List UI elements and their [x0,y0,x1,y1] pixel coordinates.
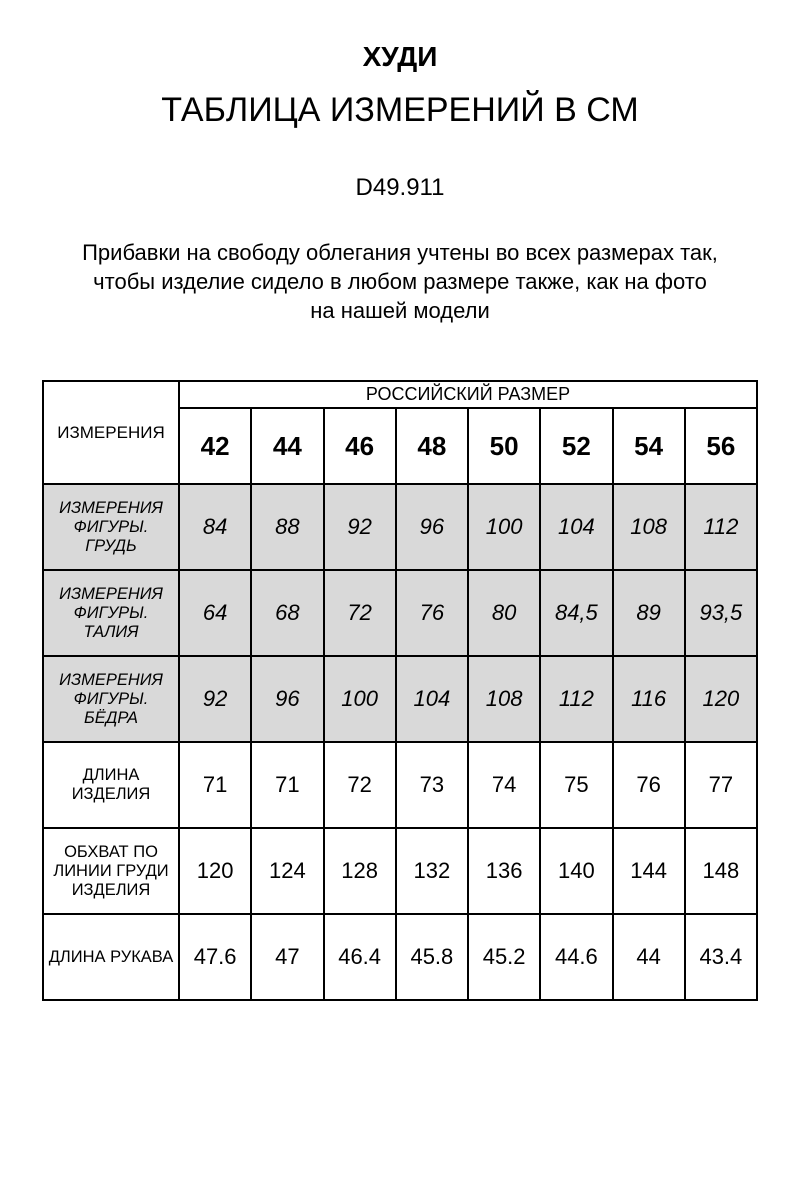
value-cell: 120 [685,656,757,742]
value-cell: 112 [685,484,757,570]
value-cell: 47 [251,914,323,1000]
fit-allowance-note [0,238,800,325]
value-cell: 80 [468,570,540,656]
size-column-header-52: 52 [540,408,612,484]
value-cell: 84,5 [540,570,612,656]
value-cell: 71 [179,742,251,828]
row-label: ИЗМЕРЕНИЯ ФИГУРЫ. ГРУДЬ [43,484,179,570]
model-code: D49.911 [355,174,445,201]
value-cell: 112 [540,656,612,742]
value-cell: 92 [324,484,396,570]
value-cell: 148 [685,828,757,914]
value-cell: 75 [540,742,612,828]
value-cell: 128 [324,828,396,914]
page-title: ТАБЛИЦА ИЗМЕРЕНИЙ В СМ [161,91,639,129]
size-column-header-42: 42 [179,408,251,484]
value-cell: 44 [613,914,685,1000]
value-cell: 120 [179,828,251,914]
size-column-header-56: 56 [685,408,757,484]
size-column-header-44: 44 [251,408,323,484]
value-cell: 84 [179,484,251,570]
value-cell: 140 [540,828,612,914]
value-cell: 77 [685,742,757,828]
value-cell: 136 [468,828,540,914]
value-cell: 73 [396,742,468,828]
value-cell: 72 [324,742,396,828]
row-label: ДЛИНА ИЗДЕЛИЯ [43,742,179,828]
table-row-body-hips [43,656,757,742]
size-column-header-46: 46 [324,408,396,484]
measurements-corner-header: ИЗМЕРЕНИЯ [43,381,179,484]
value-cell: 92 [179,656,251,742]
value-cell: 68 [251,570,323,656]
product-type-heading: ХУДИ [362,41,438,72]
row-label: ИЗМЕРЕНИЯ ФИГУРЫ. БЁДРА [43,656,179,742]
value-cell: 124 [251,828,323,914]
value-cell: 46.4 [324,914,396,1000]
fit-allowance-note-line-3: на нашей модели [310,298,490,323]
fit-allowance-note-line-1: Прибавки на свободу облегания учтены во всех размерах так, [82,240,718,265]
table-row-garment-length [43,742,757,828]
value-cell: 100 [324,656,396,742]
value-cell: 44.6 [540,914,612,1000]
table-row-sleeve-length [43,914,757,1000]
value-cell: 108 [613,484,685,570]
row-label: ДЛИНА РУКАВА [43,914,179,1000]
value-cell: 116 [613,656,685,742]
value-cell: 45.8 [396,914,468,1000]
table-group-header-row [43,381,757,408]
row-label: ОБХВАТ ПО ЛИНИИ ГРУДИ ИЗДЕЛИЯ [43,828,179,914]
table-row-body-chest [43,484,757,570]
value-cell: 104 [540,484,612,570]
size-column-header-48: 48 [396,408,468,484]
measurements-table [42,380,758,1001]
value-cell: 43.4 [685,914,757,1000]
value-cell: 93,5 [685,570,757,656]
value-cell: 76 [396,570,468,656]
value-cell: 108 [468,656,540,742]
russian-size-group-header: РОССИЙСКИЙ РАЗМЕР [179,381,757,408]
value-cell: 45.2 [468,914,540,1000]
value-cell: 74 [468,742,540,828]
size-column-header-54: 54 [613,408,685,484]
value-cell: 64 [179,570,251,656]
value-cell: 96 [251,656,323,742]
table-row-garment-chest-girth [43,828,757,914]
value-cell: 71 [251,742,323,828]
row-label: ИЗМЕРЕНИЯ ФИГУРЫ. ТАЛИЯ [43,570,179,656]
value-cell: 104 [396,656,468,742]
value-cell: 96 [396,484,468,570]
value-cell: 89 [613,570,685,656]
fit-allowance-note-line-2: чтобы изделие сидело в любом размере также, как на фото [93,269,707,294]
value-cell: 47.6 [179,914,251,1000]
value-cell: 144 [613,828,685,914]
size-column-header-50: 50 [468,408,540,484]
value-cell: 76 [613,742,685,828]
value-cell: 72 [324,570,396,656]
value-cell: 132 [396,828,468,914]
table-row-body-waist [43,570,757,656]
value-cell: 100 [468,484,540,570]
value-cell: 88 [251,484,323,570]
